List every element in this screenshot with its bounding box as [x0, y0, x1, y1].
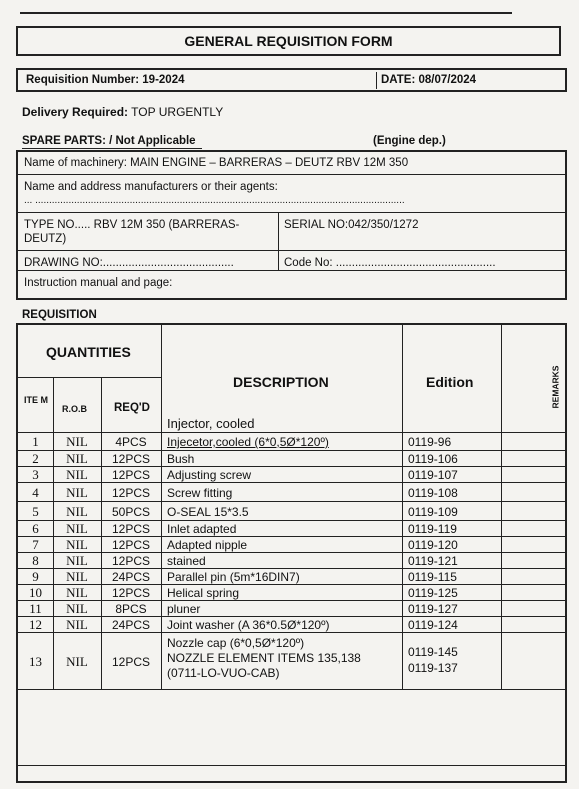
top-rule	[20, 12, 512, 14]
requisition-header-box	[16, 68, 567, 92]
description: Injecetor,cooled (6*0,5Ø*120º)	[167, 435, 329, 449]
rob-value: NIL	[66, 434, 88, 449]
reqd-value: 12PCS	[111, 468, 151, 482]
rob-value: NIL	[66, 585, 88, 600]
reqd-value: 12PCS	[111, 538, 151, 552]
description: Parallel pin (5m*16DIN7)	[167, 570, 300, 584]
edition: 0119-125	[408, 586, 458, 600]
rob-header: R.O.B	[62, 404, 88, 414]
row-divider	[18, 765, 565, 766]
instruction-manual: Instruction manual and page:	[24, 277, 173, 289]
row-divider	[18, 632, 565, 633]
item-number: 4	[32, 485, 39, 500]
rob-value: NIL	[66, 654, 88, 669]
reqd-value: 24PCS	[111, 570, 151, 584]
column-divider	[501, 325, 502, 689]
description-line: NOZZLE ELEMENT ITEMS 135,138	[167, 651, 361, 665]
description: Adapted nipple	[167, 538, 248, 552]
row-divider	[18, 552, 565, 553]
item-header: ITE M	[24, 395, 48, 405]
reqd-value: 12PCS	[111, 452, 151, 466]
delivery-required	[22, 105, 223, 119]
edition: 0119-106	[408, 452, 458, 466]
requisition-table	[16, 323, 567, 783]
row-divider	[18, 450, 565, 451]
rob-value: NIL	[66, 553, 88, 568]
remarks-header: REMARKS	[550, 365, 561, 409]
machinery-name: Name of machinery: MAIN ENGINE – BARRERAS – DEUTZ RBV 12M 350	[24, 157, 409, 169]
manufacturers-dots: ... .....................................................................................................................................	[24, 195, 405, 206]
row-divider	[18, 689, 565, 690]
edition: 0119-120	[408, 538, 458, 552]
item-number: 5	[32, 504, 39, 519]
description: Joint washer (A 36*0.5Ø*120º)	[167, 618, 330, 632]
item-number: 7	[32, 537, 39, 552]
item-number: 6	[32, 521, 39, 536]
form-title-box	[16, 26, 561, 56]
description: O-SEAL 15*3.5	[167, 505, 249, 519]
row-divider	[18, 536, 565, 537]
manufacturers-label: Name and address manufacturers or their agents:	[24, 181, 278, 193]
divider	[18, 174, 565, 175]
edition: 0119-127	[408, 602, 458, 616]
edition-line: 0119-145	[408, 645, 458, 659]
reqd-header: REQ'D	[114, 402, 150, 414]
rob-value: NIL	[66, 485, 88, 500]
description: pluner	[167, 602, 201, 616]
reqd-value: 12PCS	[111, 486, 151, 500]
engine-department: (Engine dep.)	[373, 135, 446, 147]
edition-header: Edition	[426, 374, 474, 390]
form-title: GENERAL REQUISITION FORM	[184, 33, 393, 49]
column-divider	[161, 325, 162, 689]
row-divider	[18, 466, 565, 467]
reqd-value: 24PCS	[111, 618, 151, 632]
edition: 0119-119	[408, 522, 457, 536]
divider	[18, 270, 565, 271]
edition: 0119-109	[408, 505, 458, 519]
item-number: 9	[32, 569, 39, 584]
reqd-value: 12PCS	[111, 586, 151, 600]
reqd-value: 8PCS	[115, 602, 147, 616]
item-number: 11	[29, 601, 42, 616]
edition-line: 0119-137	[408, 661, 458, 675]
serial-number: SERIAL NO:042/350/1272	[284, 219, 419, 231]
rob-value: NIL	[66, 617, 88, 632]
description: Screw fitting	[167, 486, 233, 500]
edition: 0119-96	[408, 435, 452, 449]
edition: 0119-108	[408, 486, 458, 500]
row-divider	[18, 600, 565, 601]
code-number: Code No: ..................................................	[284, 257, 496, 269]
rob-value: NIL	[66, 601, 88, 616]
reqd-value: 12PCS	[111, 522, 151, 536]
edition: 0119-115	[408, 570, 457, 584]
item-number: 2	[32, 451, 39, 466]
edition: 0119-121	[408, 554, 458, 568]
description: Bush	[167, 452, 195, 466]
item-number: 8	[32, 553, 39, 568]
group-title: Injector, cooled	[167, 416, 255, 431]
item-number: 10	[29, 585, 42, 600]
column-divider	[402, 325, 403, 689]
description: Helical spring	[167, 586, 240, 600]
divider	[376, 72, 377, 89]
delivery-label: Delivery Required:	[22, 105, 129, 119]
reqd-value: 4PCS	[115, 435, 147, 449]
item-number: 13	[29, 654, 42, 669]
row-divider	[18, 568, 565, 569]
rob-value: NIL	[66, 467, 88, 482]
requisition-number: Requisition Number: 19-2024	[26, 74, 185, 86]
drawing-number: DRAWING NO:.........................................	[24, 257, 234, 269]
description-line: (0711-LO-VUO-CAB)	[167, 666, 280, 680]
description: stained	[167, 554, 206, 568]
type-no-line2: DEUTZ)	[24, 233, 67, 245]
row-divider	[18, 616, 565, 617]
quantities-header: QUANTITIES	[46, 344, 131, 360]
reqd-value: 12PCS	[111, 554, 151, 568]
row-divider	[18, 377, 161, 378]
reqd-value: 50PCS	[111, 505, 151, 519]
item-number: 1	[32, 434, 39, 449]
rob-value: NIL	[66, 569, 88, 584]
spare-parts: SPARE PARTS: / Not Applicable	[22, 135, 196, 147]
requisition-label: REQUISITION	[22, 309, 97, 321]
row-divider	[18, 482, 565, 483]
rob-value: NIL	[66, 521, 88, 536]
divider	[278, 212, 279, 270]
rob-value: NIL	[66, 537, 88, 552]
machinery-info-box	[16, 150, 567, 300]
item-number: 12	[29, 617, 42, 632]
description-line: Nozzle cap (6*0,5Ø*120º)	[167, 636, 305, 650]
divider	[18, 212, 565, 213]
row-divider	[18, 584, 565, 585]
row-divider	[18, 520, 565, 521]
row-divider	[18, 501, 565, 502]
spare-parts-underline	[22, 148, 202, 149]
description: Adjusting screw	[167, 468, 252, 482]
description-header: DESCRIPTION	[233, 374, 329, 390]
description: Inlet adapted	[167, 522, 237, 536]
date: DATE: 08/07/2024	[381, 74, 477, 86]
rob-value: NIL	[66, 504, 88, 519]
delivery-value: TOP URGENTLY	[131, 105, 224, 119]
divider	[18, 250, 565, 251]
type-no-line1: TYPE NO..... RBV 12M 350 (BARRERAS-	[24, 219, 240, 231]
rob-value: NIL	[66, 451, 88, 466]
row-divider	[18, 432, 565, 433]
item-number: 3	[32, 467, 39, 482]
edition: 0119-107	[408, 468, 458, 482]
edition: 0119-124	[408, 618, 458, 632]
reqd-value: 12PCS	[111, 655, 151, 669]
